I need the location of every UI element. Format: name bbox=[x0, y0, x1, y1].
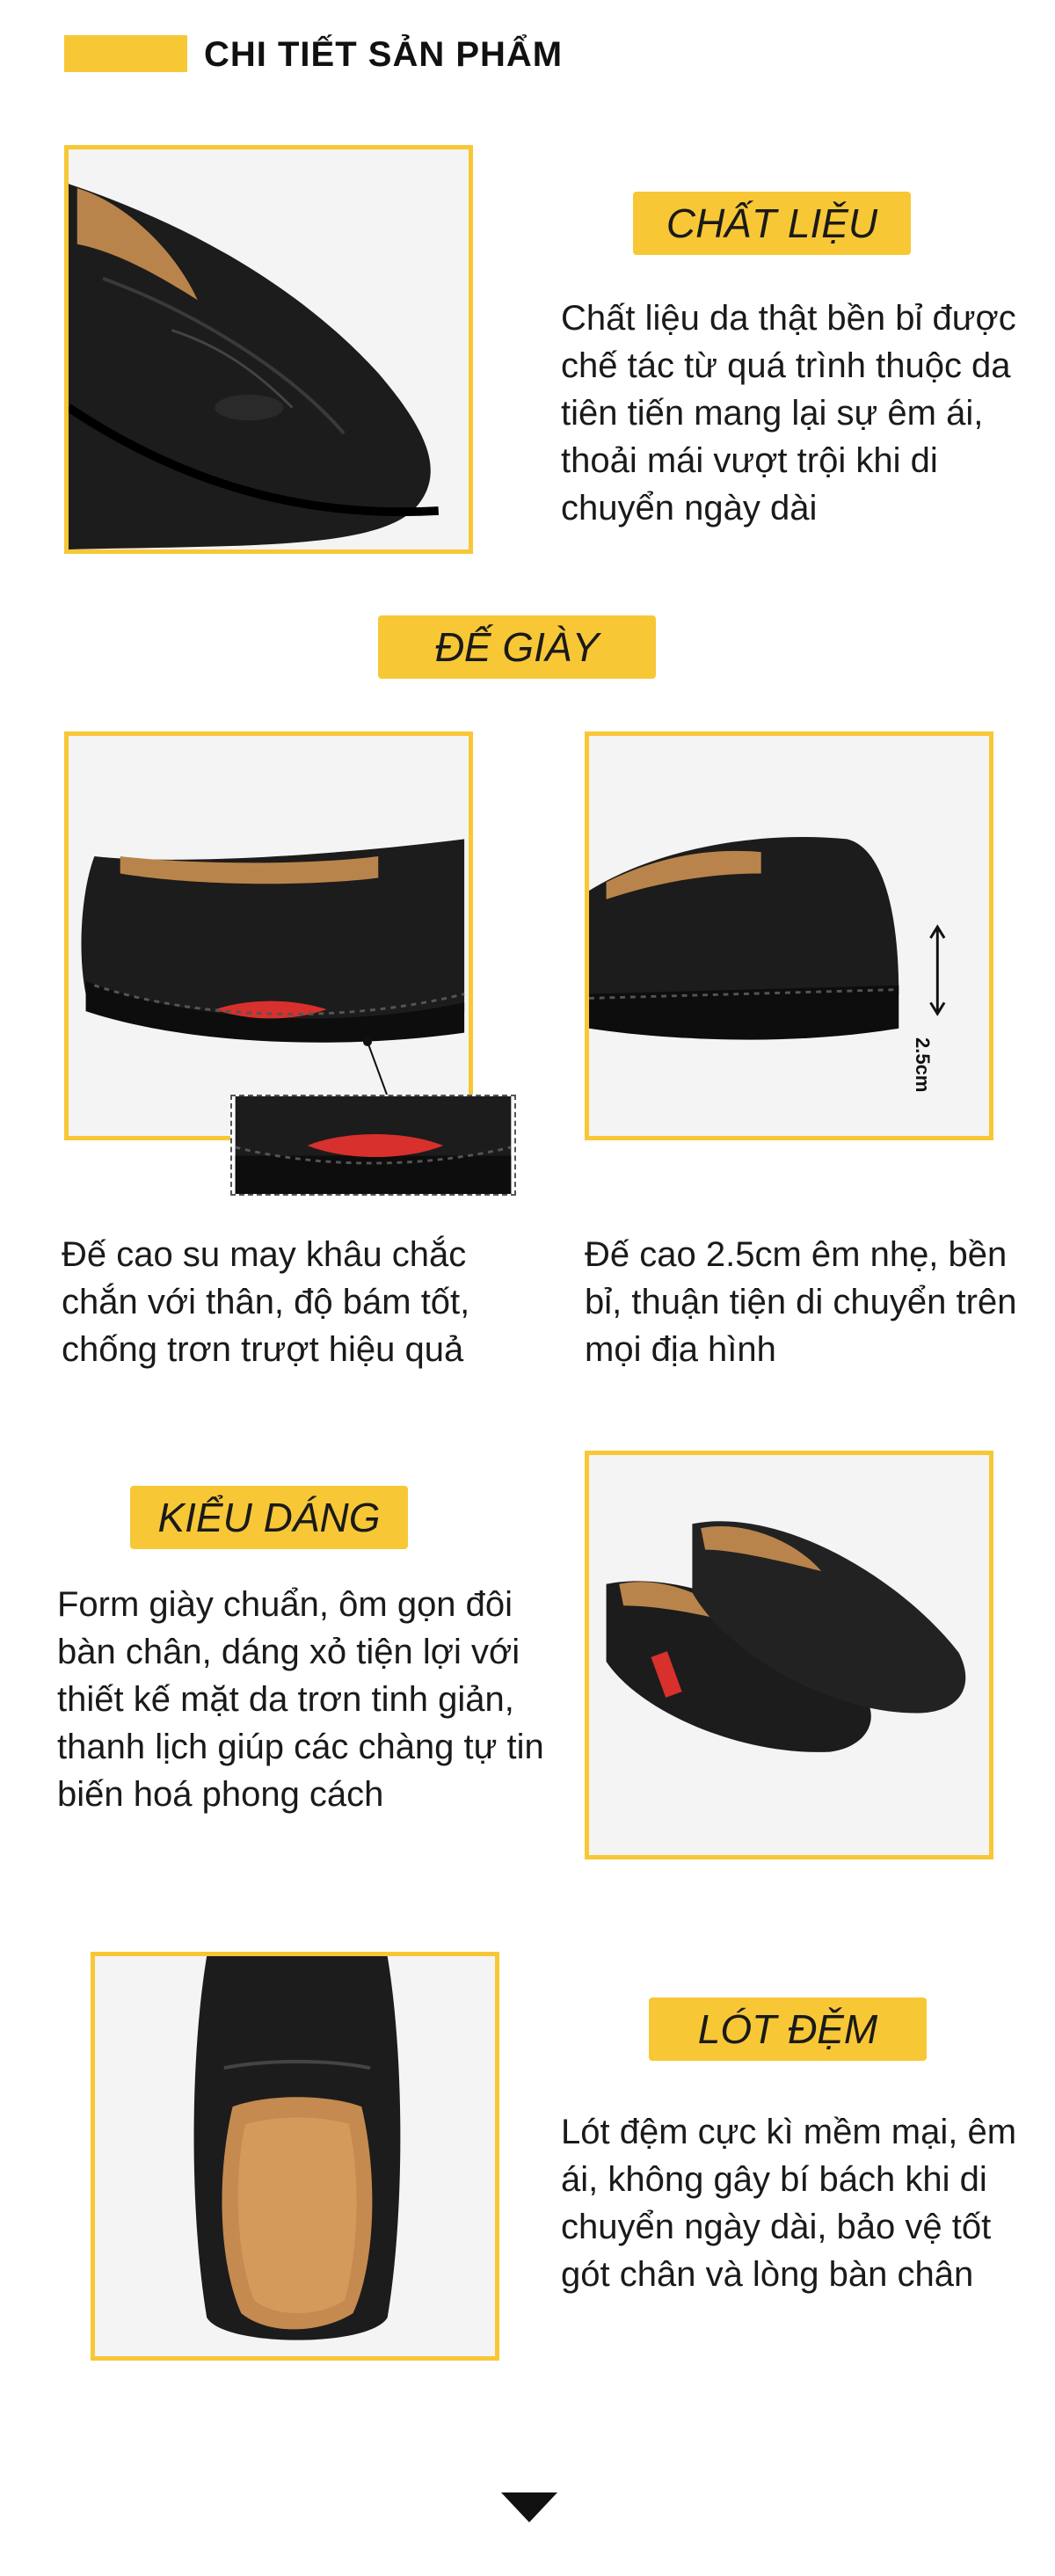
insole-photo bbox=[91, 1952, 499, 2361]
style-photo bbox=[585, 1451, 993, 1859]
header-accent-bar bbox=[64, 35, 187, 72]
callout-line bbox=[352, 1033, 404, 1103]
sole-left-description: Đế cao su may khâu chắc chắn với thân, độ bám tốt, chống trơn trượt hiệu quả bbox=[62, 1235, 470, 1369]
sole-right-description: Đế cao 2.5cm êm nhẹ, bền bỉ, thuận tiện di chuyển trên mọi địa hình bbox=[585, 1235, 1017, 1369]
sole-label: ĐẾ GIÀY bbox=[378, 615, 656, 679]
sole-side-photo bbox=[64, 731, 473, 1140]
page-title: CHI TIẾT SẢN PHẨM bbox=[204, 35, 564, 74]
insole-description: Lót đệm cực kì mềm mại, êm ái, không gây bí bách khi di chuyển ngày dài, bảo vệ tốt gót chân và lòng bàn chân bbox=[561, 2113, 1017, 2294]
insole-label: LÓT ĐỆM bbox=[649, 1997, 927, 2061]
chevron-down-icon[interactable] bbox=[501, 2492, 557, 2522]
style-label: KIỂU DÁNG bbox=[130, 1486, 408, 1549]
sole-height-annotation: 2.5cm bbox=[912, 1037, 934, 1093]
style-description: Form giày chuẩn, ôm gọn đôi bàn chân, dáng xỏ tiện lợi với thiết kế mặt da trơn tinh giản, thanh lịch giúp các chàng tự tin biến hoá phong cách bbox=[57, 1585, 544, 1814]
sole-detail-inset bbox=[230, 1095, 516, 1196]
material-label: CHẤT LIỆU bbox=[633, 192, 911, 255]
material-description: Chất liệu da thật bền bỉ được chế tác từ quá trình thuộc da tiên tiến mang lại sự êm ái, thoải mái vượt trội khi di chuyển ngày dài bbox=[561, 299, 1016, 528]
material-photo bbox=[64, 145, 473, 554]
